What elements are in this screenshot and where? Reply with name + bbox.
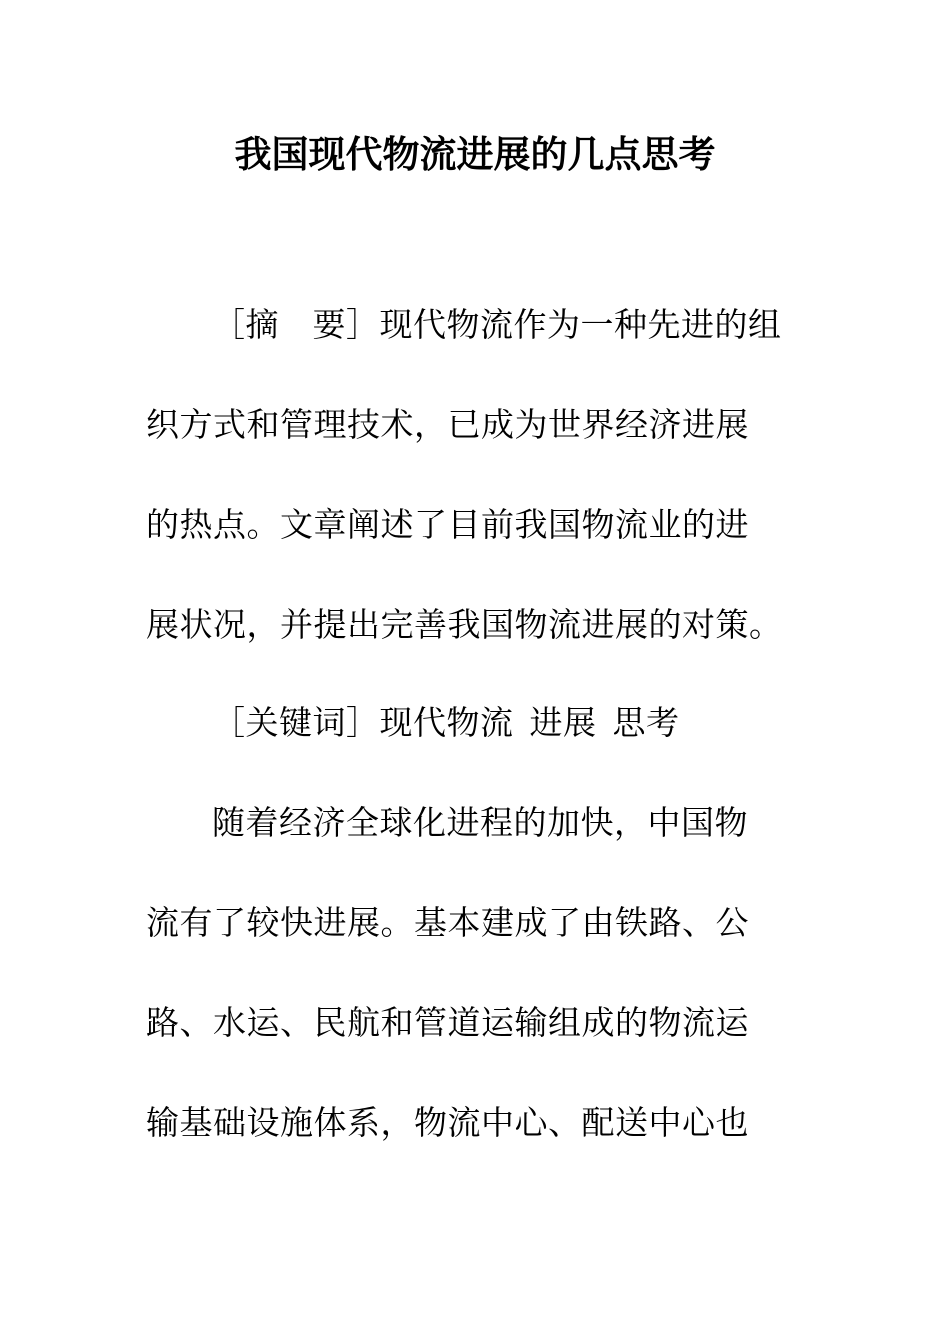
body-line-1: 随着经济全球化进程的加快，中国物 [212, 803, 748, 842]
keywords-label: ［关键词］ [212, 703, 380, 742]
body-line-4: 输基础设施体系，物流中心、配送中心也 [146, 1103, 749, 1142]
abstract-line-2: 织方式和管理技术，已成为世界经济进展 [146, 405, 749, 444]
abstract-line-4: 展状况，并提出完善我国物流进展的对策。 [146, 605, 783, 644]
keyword-item: 现代物流 [379, 703, 514, 742]
body-line-3: 路、水运、民航和管道运输组成的物流运 [146, 1003, 749, 1042]
body-line-2: 流有了较快进展。基本建成了由铁路、公 [146, 903, 749, 942]
keyword-item: 思考 [612, 703, 680, 742]
keywords-line [212, 700, 872, 746]
keyword-item: 进展 [529, 703, 597, 742]
abstract-line-3: 的热点。文章阐述了目前我国物流业的进 [146, 505, 749, 544]
abstract-line-1: ［摘 要］现代物流作为一种先进的组 [212, 305, 782, 344]
document-title: 我国现代物流进展的几点思考 [234, 132, 716, 176]
